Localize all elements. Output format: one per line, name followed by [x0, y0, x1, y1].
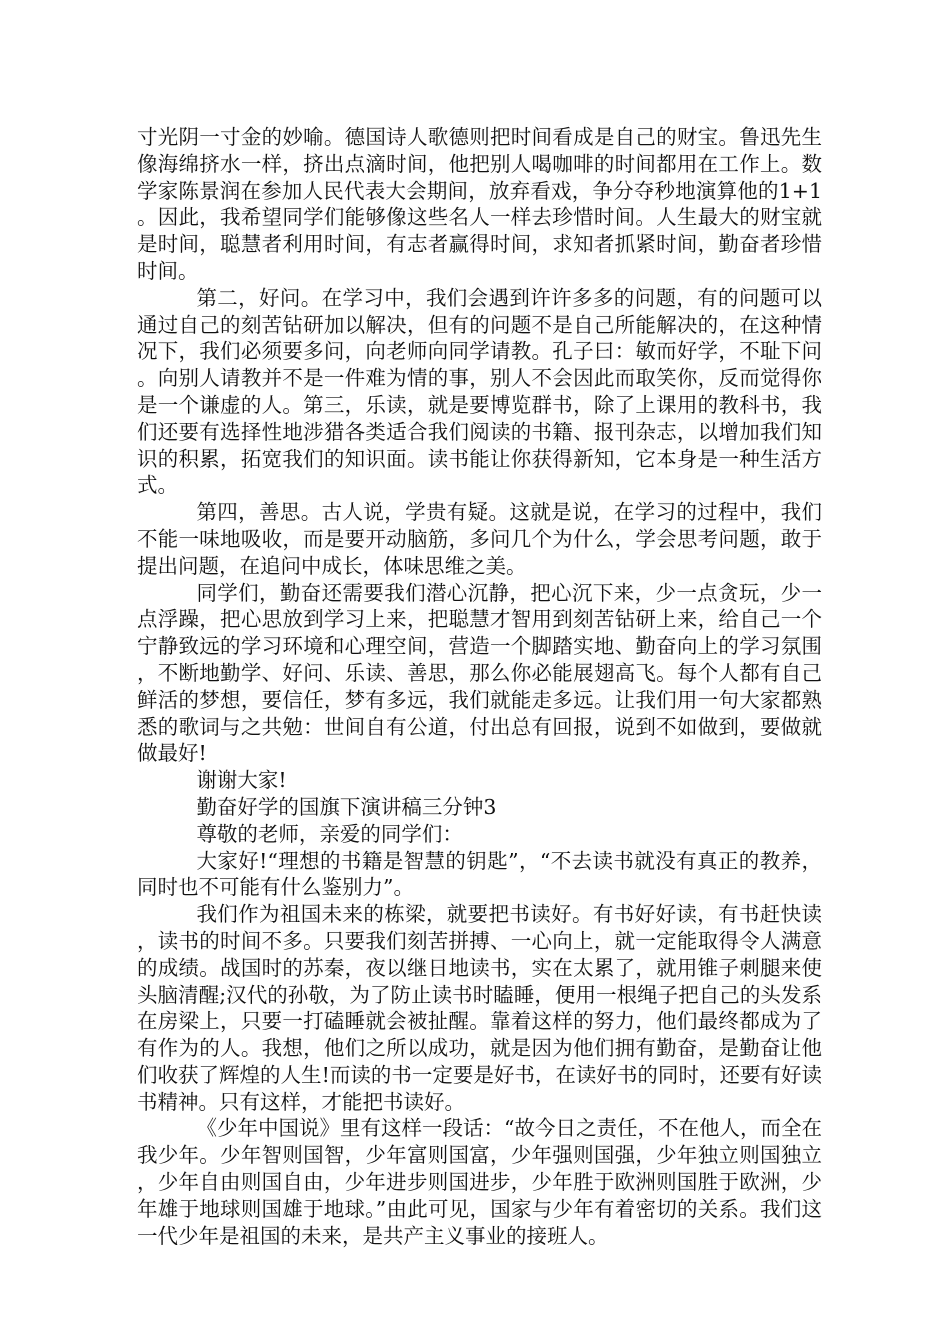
paragraph-fourth-think: 第四，善思。古人说，学贵有疑。这就是说，在学习的过程中，我们不能一味地吸收，而是要开动脑筋，多问几个为什么，学会思考问题，敢于提出问题，在追问中成长，体味思维之美。 — [137, 500, 822, 578]
speech-title: 勤奋好学的国旗下演讲稿三分钟3 — [196, 794, 497, 819]
paragraph-classmates: 同学们，勤奋还需要我们潜心沉静，把心沉下来，少一点贪玩，少一点浮躁，把心思放到学习上来，把聪慧才智用到刻苦钻研上来，给自己一个宁静致远的学习环境和心理空间，营造一个脚踏实地、勤奋向上的学习氛围，不断地勤学、好问、乐读、善思，那么你必能展翅高飞。每个人都有自己鲜活的梦想，要信任，梦有多远，我们就能走多远。让我们用一句大家都熟悉的歌词与之共勉：世间自有公道，付出总有回报，说到不如做到，要做就做最好! — [137, 580, 822, 766]
paragraph-greeting-quote: 大家好!“理想的书籍是智慧的钥匙”，“不去读书就没有真正的教养，同时也不可能有什么鉴别力”。 — [137, 848, 822, 900]
paragraph-thanks: 谢谢大家! — [196, 768, 287, 793]
paragraph-young-china: 《少年中国说》里有这样一段话：“故今日之责任，不在他人，而全在我少年。少年智则国智，少年富则国富，少年强则国强，少年独立则国独立，少年自由则国自由，少年进步则国进步，少年胜于欧洲则国胜于欧洲，少年雄于地球则国雄于地球。”由此可见，国家与少年有着密切的关系。我们这一代少年是祖国的未来，是共产主义事业的接班人。 — [137, 1116, 822, 1248]
paragraph-second-ask: 第二，好问。在学习中，我们会遇到许许多多的问题，有的问题可以通过自己的刻苦钻研加以解决，但有的问题不是自己所能解决的，在这种情况下，我们必须要多问，向老师向同学请教。孔子曰：敏而好学，不耻下问。向别人请教并不是一件难为情的事，别人不会因此而取笑你，反而觉得你是一个谦虚的人。第三，乐读，就是要博览群书，除了上课用的教科书，我们还要有选择性地涉猎各类适合我们阅读的书籍、报刊杂志，以增加我们知识的积累，拓宽我们的知识面。读书能让你获得新知，它本身是一种生活方式。 — [137, 285, 822, 498]
salutation: 尊敬的老师，亲爱的同学们： — [196, 821, 463, 846]
paragraph-read-well: 我们作为祖国未来的栋梁，就要把书读好。有书好好读，有书赶快读，读书的时间不多。只要我们刻苦拼搏、一心向上，就一定能取得令人满意的成绩。战国时的苏秦，夜以继日地读书，实在太累了，就用锥子刺腿来使头脑清醒;汉代的孙敬，为了防止读书时瞌睡，便用一根绳子把自己的头发系在房梁上，只要一打磕睡就会被扯醒。靠着这样的努力，他们最终都成为了有作为的人。我想，他们之所以成功，就是因为他们拥有勤奋，是勤奋让他们收获了辉煌的人生!而读的书一定要是好书，在读好书的同时，还要有好读书精神。只有这样，才能把书读好。 — [137, 902, 822, 1114]
paragraph-time-examples: 寸光阴一寸金的妙喻。德国诗人歌德则把时间看成是自己的财宝。鲁迅先生像海绵挤水一样，挤出点滴时间，他把别人喝咖啡的时间都用在工作上。数学家陈景润在参加人民代表大会期间，放弃看戏，争分夺秒地演算他的1+1。因此，我希望同学们能够像这些名人一样去珍惜时间。人生最大的财宝就是时间，聪慧者利用时间，有志者赢得时间，求知者抓紧时间，勤奋者珍惜时间。 — [137, 125, 822, 283]
document-body — [137, 124, 822, 1249]
